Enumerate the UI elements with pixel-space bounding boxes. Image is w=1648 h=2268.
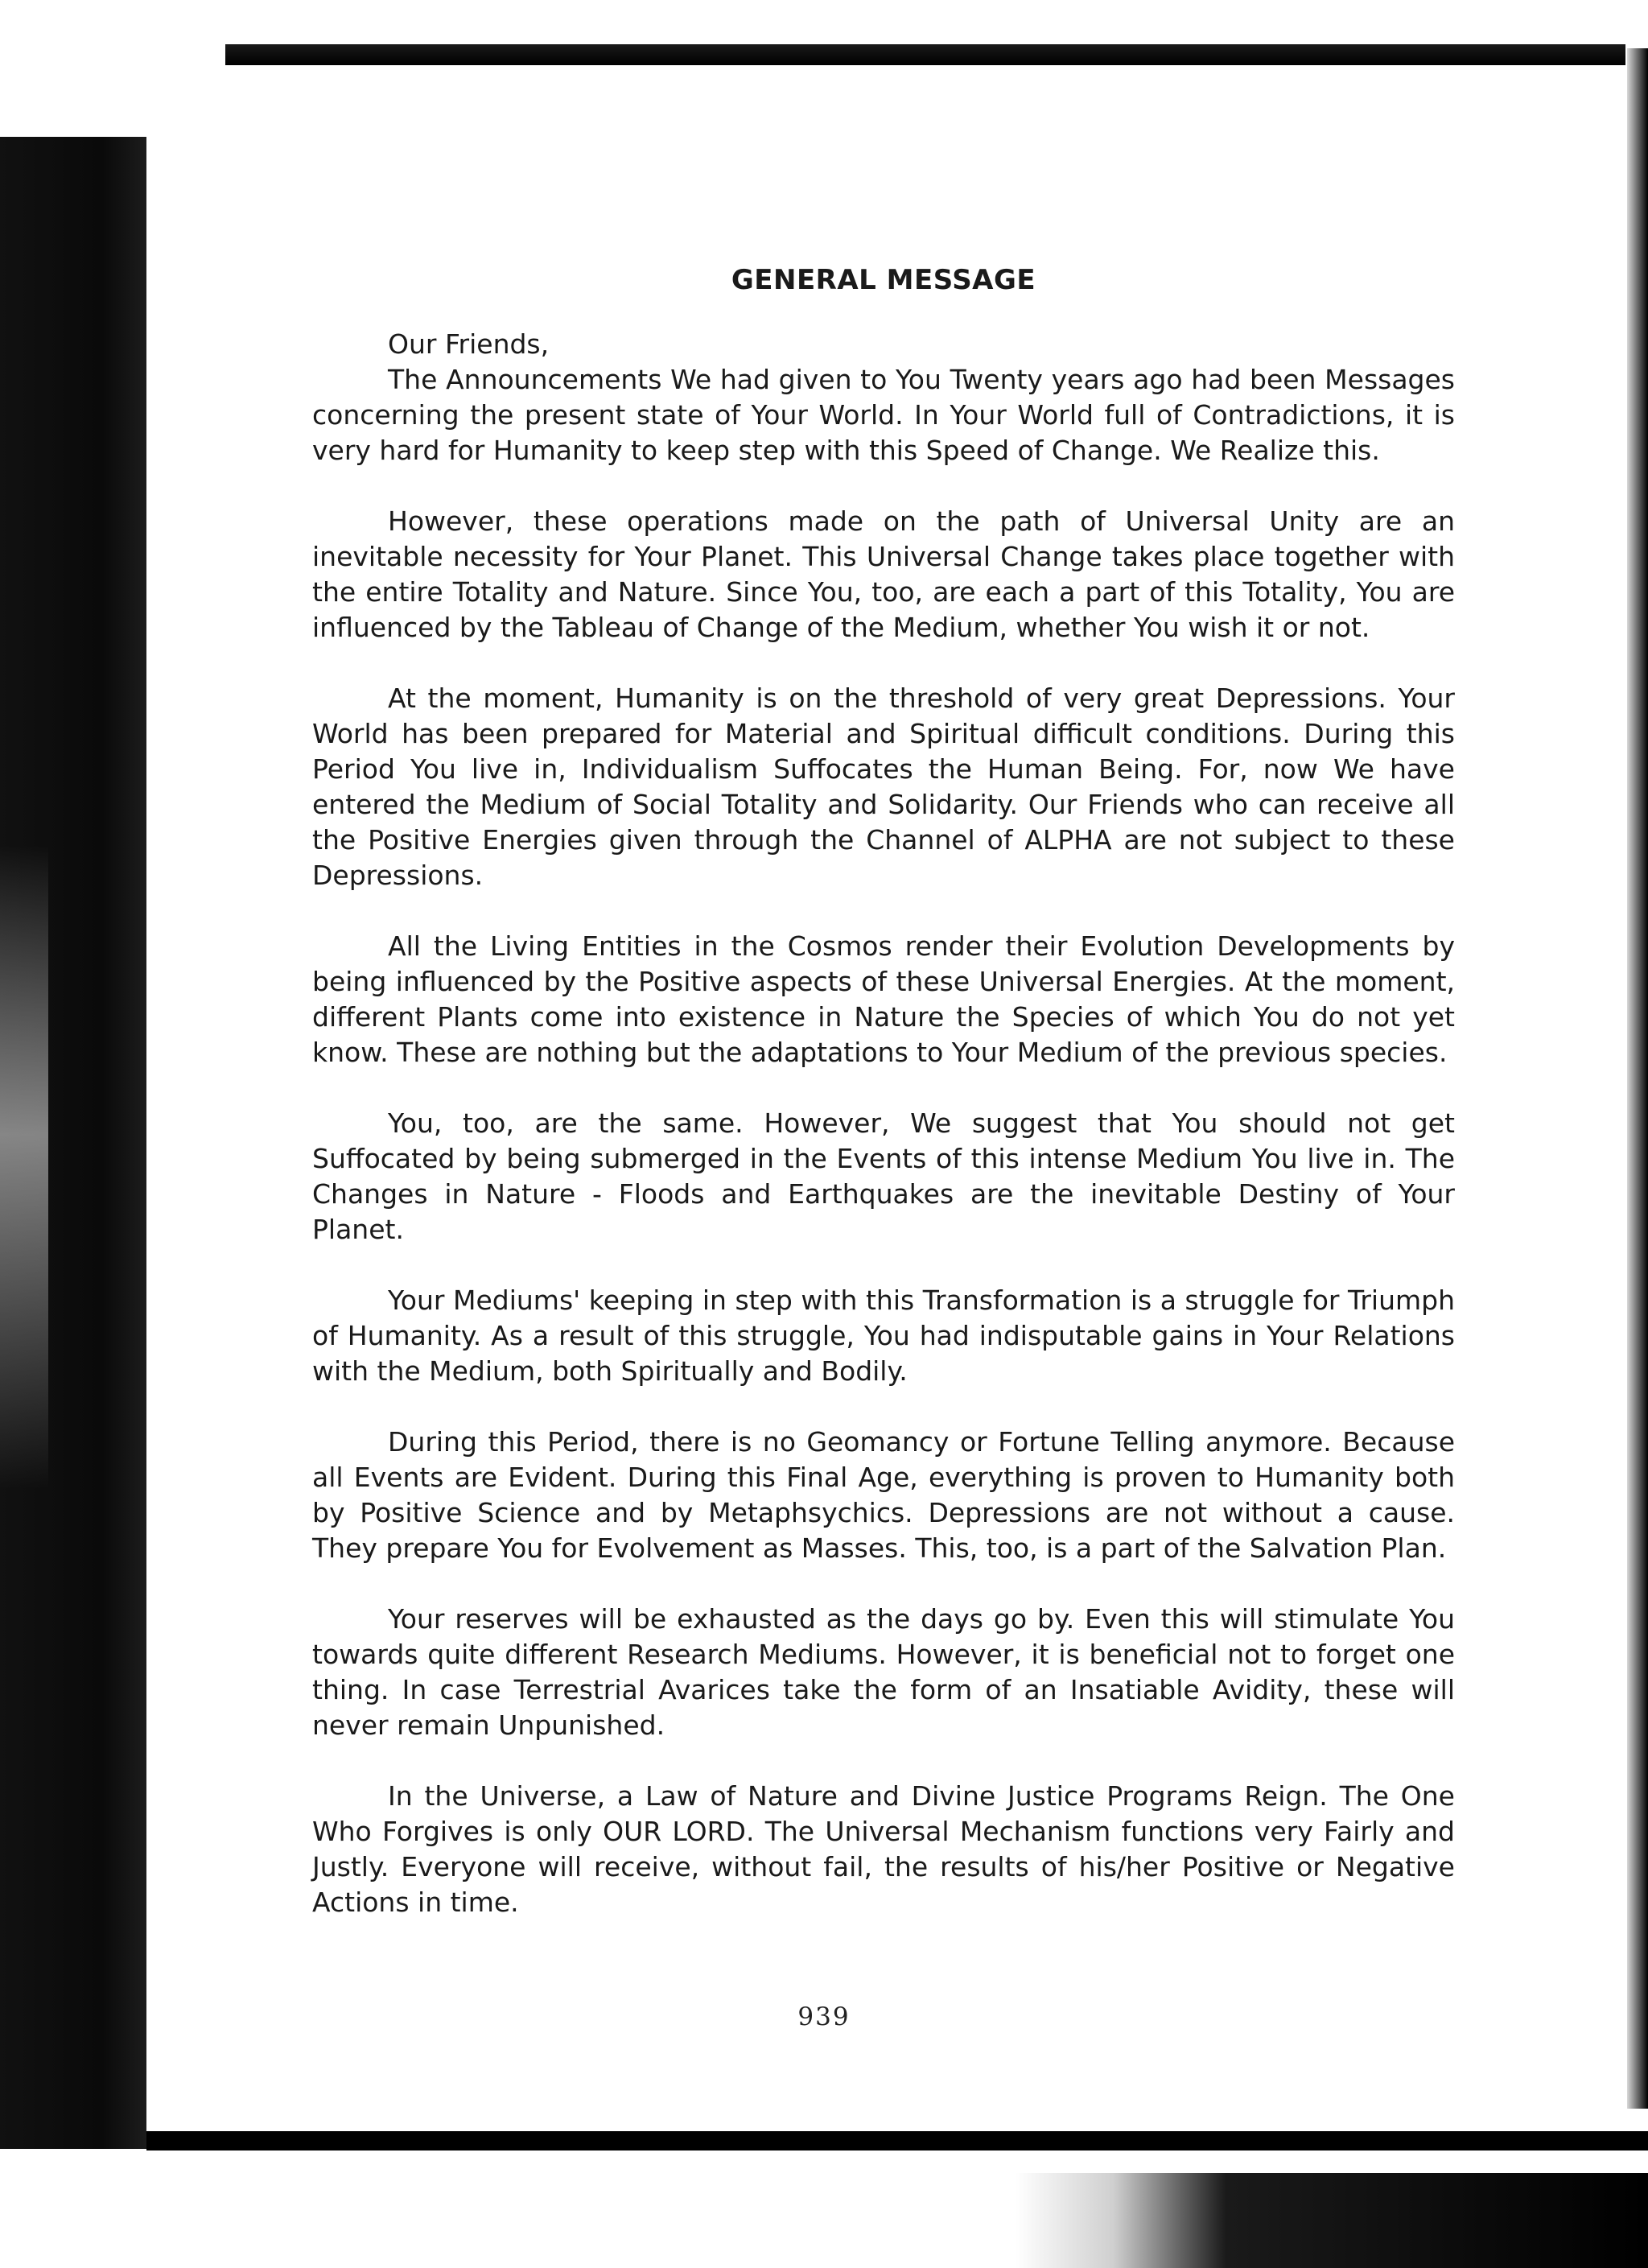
page-title: GENERAL MESSAGE bbox=[731, 264, 1036, 296]
salutation: Our Friends, bbox=[388, 328, 550, 360]
paragraph-7: During this Period, there is no Geomancy or Fortune Telling anymore. Because all Events are Evident. During this Final Age, everything is proven to Humanity both by Positive Science and by Metaphsychics. Depressions are not without a cause. They prepare You for Evolvement as Masses. This, too, is a part of the Salvation Plan. bbox=[312, 1426, 1455, 1564]
paragraph-6: Your Mediums' keeping in step with this Transformation is a struggle for Triumph of Humanity. As a result of this struggle, You had indisputable gains in Your Relations with the Medium, both Spiritually and Bodily. bbox=[312, 1285, 1455, 1387]
paragraph-2: However, these operations made on the path of Universal Unity are an inevitable necessity for Your Planet. This Universal Change takes place together with the entire Totality and Nature. Since You, too, are each a part of this Totality, You are influenced by the Tableau of Change of the Medium, whether You wish it or not. bbox=[312, 505, 1455, 643]
paragraph-5: You, too, are the same. However, We suggest that You should not get Suffocated by being submerged in the Events of this intense Medium You live in. The Changes in Nature - Floods and Earthquakes are the inevitable Destiny of Your Planet. bbox=[312, 1107, 1455, 1245]
scan-edge-bottom bbox=[146, 2131, 1648, 2150]
scan-edge-bottom-lower bbox=[241, 2173, 1648, 2268]
page-body bbox=[312, 258, 1455, 1956]
scan-edge-top bbox=[225, 44, 1625, 65]
binding-shadow-highlight bbox=[0, 845, 48, 1489]
paragraph-4: All the Living Entities in the Cosmos render their Evolution Developments by being influenced by the Positive aspects of these Universal Energies. At the moment, different Plants come into existence in Nature the Species of which You do not yet know. These are nothing but the adaptations to Your Medium of the previous species. bbox=[312, 930, 1455, 1068]
scan-edge-top-gap bbox=[0, 105, 153, 137]
scan-edge-right bbox=[1627, 48, 1648, 2109]
paragraph-9: In the Universe, a Law of Nature and Divine Justice Programs Reign. The One Who Forgives is only OUR LORD. The Universal Mechanism functions very Fairly and Justly. Everyone will receive, without fail, the results of his/her Positive or Negative Actions in time. bbox=[312, 1780, 1455, 1918]
page-number: 939 bbox=[797, 2002, 851, 2031]
paragraph-3: At the moment, Humanity is on the threshold of very great Depressions. Your World has been prepared for Material and Spiritual difficult conditions. During this Period You live in, Individualism Suffocates the Human Being. For, now We have entered the Medium of Social Totality and Solidarity. Our Friends who can receive all the Positive Energies given through the Channel of ALPHA are not subject to these Depressions. bbox=[312, 682, 1455, 891]
paragraph-1: The Announcements We had given to You Twenty years ago had been Messages concerning the present state of Your World. In Your World full of Contradictions, it is very hard for Humanity to keep step with this Speed of Change. We Realize this. bbox=[312, 364, 1455, 466]
paragraph-8: Your reserves will be exhausted as the days go by. Even this will stimulate You towards quite different Research Mediums. However, it is beneficial not to forget one thing. In case Terrestrial Avarices take the form of an Insatiable Avidity, these will never remain Unpunished. bbox=[312, 1603, 1455, 1741]
